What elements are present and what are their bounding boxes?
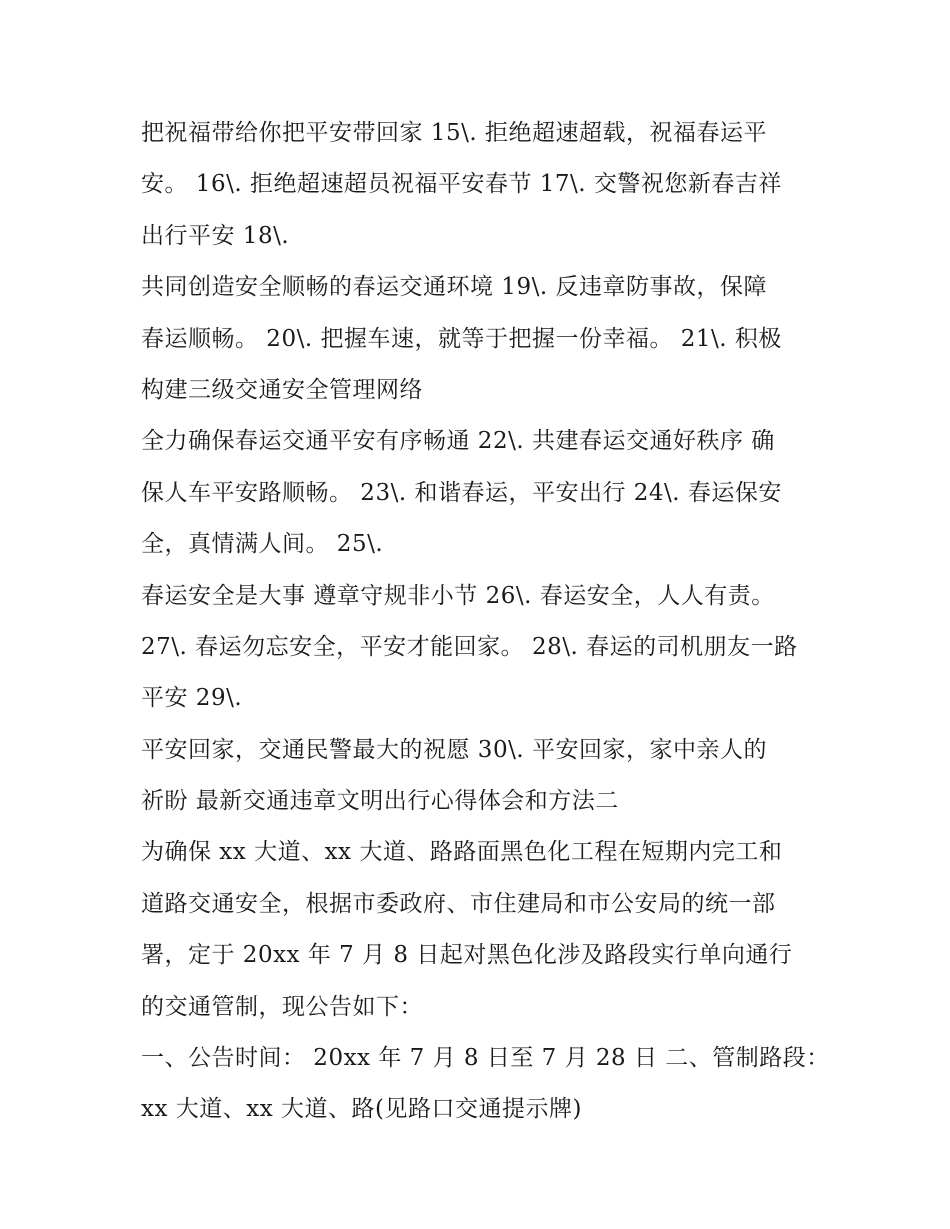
text-line: 署，定于 20xx 年 7 月 8 日起对黑色化涉及路段实行单向通行 — [141, 942, 793, 969]
text-line: 共同创造安全顺畅的春运交通环境 19\. 反违章防事故，保障 — [141, 274, 767, 301]
text-line: xx 大道、xx 大道、路(见路口交通提示牌) — [141, 1096, 582, 1123]
text-line: 一、公告时间： 20xx 年 7 月 8 日至 7 月 28 日 二、管制路段： — [141, 1045, 830, 1072]
text-line: 春运顺畅。 20\. 把握车速，就等于把握一份幸福。 21\. 积极 — [141, 325, 782, 352]
text-line: 27\. 春运勿忘安全，平安才能回家。 28\. 春运的司机朋友一路 — [141, 633, 798, 660]
text-line: 全力确保春运交通平安有序畅通 22\. 共建春运交通好秩序 确 — [141, 428, 775, 455]
text-line: 平安回家，交通民警最大的祝愿 30\. 平安回家，家中亲人的 — [141, 736, 767, 763]
text-line: 出行平安 18\. — [141, 222, 290, 249]
text-line: 祈盼 最新交通违章文明出行心得体会和方法二 — [141, 788, 619, 815]
text-line: 安。 16\. 拒绝超速超员祝福平安春节 17\. 交警祝您新春吉祥 — [141, 171, 782, 198]
text-line: 平安 29\. — [141, 685, 243, 712]
text-line: 构建三级交通安全管理网络 — [141, 376, 423, 403]
text-line: 春运安全是大事 遵章守规非小节 26\. 春运安全，人人有责。 — [141, 582, 775, 609]
text-line: 为确保 xx 大道、xx 大道、路路面黑色化工程在短期内完工和 — [141, 839, 783, 866]
text-line: 全，真情满人间。 25\. — [141, 531, 384, 558]
text-line: 保人车平安路顺畅。 23\. 和谐春运，平安出行 24\. 春运保安 — [141, 479, 782, 506]
body-text — [141, 108, 830, 1136]
text-line: 道路交通安全，根据市委政府、市住建局和市公安局的统一部 — [141, 890, 776, 917]
text-line: 的交通管制，现公告如下： — [141, 993, 423, 1020]
text-line: 把祝福带给你把平安带回家 15\. 拒绝超速超载，祝福春运平 — [141, 120, 767, 146]
